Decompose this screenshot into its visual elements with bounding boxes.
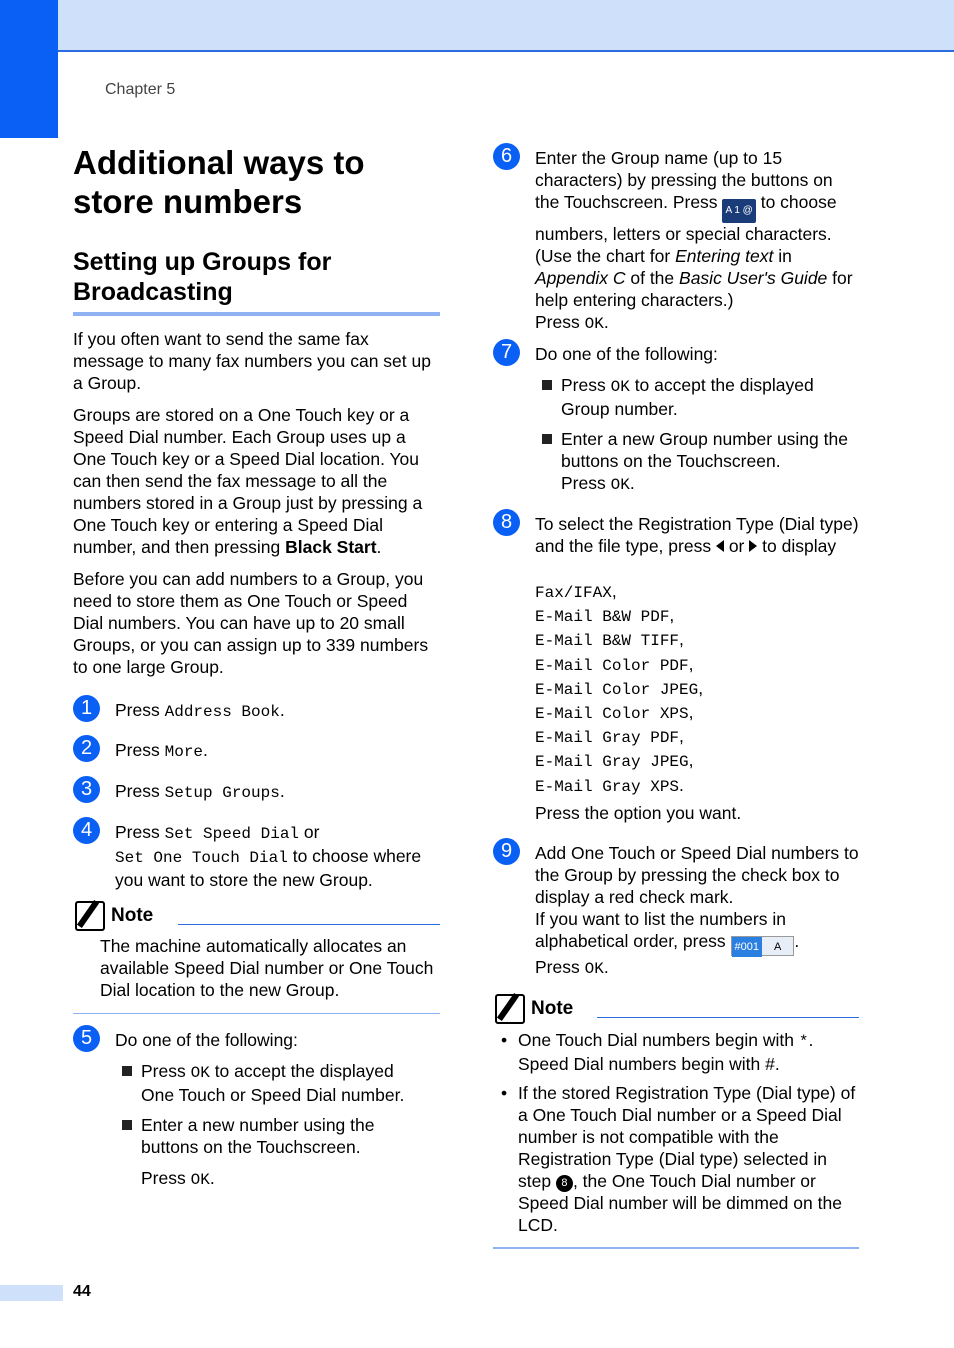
character-mode-button-icon: A 1 @ <box>722 199 755 223</box>
step-number: 5 <box>73 1025 100 1052</box>
code-text: Address Book <box>164 703 280 721</box>
bullet-square-icon <box>122 1066 132 1076</box>
note-header <box>75 901 153 931</box>
step-number: 7 <box>493 339 520 366</box>
note-text: The machine automatically allocates an available Speed Dial number or One Touch Dial location to the new Group. <box>100 936 434 1000</box>
section-title: Setting up Groups for Broadcasting <box>73 248 332 306</box>
right-arrow-icon <box>749 540 757 552</box>
page-number: 44 <box>73 1283 91 1300</box>
bullet-square-icon <box>542 380 552 390</box>
note-label: Note <box>531 998 574 1019</box>
page-title: Additional ways to store numbers <box>73 144 365 220</box>
step-number: 2 <box>73 735 100 762</box>
note-bottom-rule <box>73 1013 440 1014</box>
step-reference-icon: 8 <box>556 1175 573 1192</box>
intro-paragraph-1: If you often want to send the same fax message to many fax numbers you can set up a Group. <box>73 329 431 393</box>
bullet-square-icon <box>122 1120 132 1130</box>
code-text: Set Speed Dial <box>164 825 300 843</box>
note-rule <box>178 924 440 925</box>
section-rule <box>73 312 440 316</box>
list-item: Fax/IFAX, <box>535 581 617 602</box>
code-text: Set One Touch Dial <box>115 849 288 867</box>
step-number: 3 <box>73 776 100 803</box>
chapter-tab <box>0 0 58 138</box>
bullet-square-icon <box>542 434 552 444</box>
black-start-label: Black Start <box>285 537 377 557</box>
note-label: Note <box>111 905 154 926</box>
step-8-after: Press the option you want. <box>535 803 742 823</box>
left-arrow-icon <box>716 540 724 552</box>
sort-button-icon: #001 A <box>731 936 795 956</box>
list-item: E-Mail Color PDF, <box>535 653 694 675</box>
code-text: Setup Groups <box>164 784 280 802</box>
header-band <box>0 0 954 52</box>
list-item: E-Mail Gray PDF, <box>535 726 684 748</box>
note-pencil-icon <box>75 901 105 931</box>
note-pencil-icon <box>495 994 525 1024</box>
note-rule <box>597 1017 859 1018</box>
chapter-label: Chapter 5 <box>105 81 176 98</box>
bullet-dot-icon: • <box>501 1030 508 1050</box>
note-header <box>495 994 573 1024</box>
code-text: More <box>164 743 204 761</box>
step-number: 9 <box>493 838 520 865</box>
intro-paragraph-2: Groups are stored on a One Touch key or a Speed Dial number. Each Group uses up a One Touch key or a Speed Dial location. You can then send the fax message to all the numbers stored in a Group just by pressing a One Touch key or entering a Speed Dial number, and then pressing Black Start. <box>73 405 423 557</box>
step-number: 1 <box>73 695 100 722</box>
step-number: 8 <box>493 509 520 536</box>
list-item: E-Mail Gray JPEG, <box>535 750 694 772</box>
list-item: E-Mail Gray XPS. <box>535 774 684 796</box>
intro-paragraph-3: Before you can add numbers to a Group, you need to store them as One Touch or Speed Dial numbers. You can have up to 20 small Groups, or you can assign up to 339 numbers to one large Group. <box>73 569 429 677</box>
step-number: 4 <box>73 817 100 844</box>
footer-band <box>0 1285 63 1301</box>
step-number: 6 <box>493 143 520 170</box>
note-bottom-rule <box>493 1247 859 1249</box>
list-item: E-Mail B&W TIFF, <box>535 629 684 651</box>
list-item: E-Mail B&W PDF, <box>535 605 675 627</box>
list-item: E-Mail Color XPS, <box>535 702 694 724</box>
bullet-dot-icon: • <box>501 1083 508 1103</box>
list-item: E-Mail Color JPEG, <box>535 677 704 699</box>
file-type-options <box>535 580 855 798</box>
